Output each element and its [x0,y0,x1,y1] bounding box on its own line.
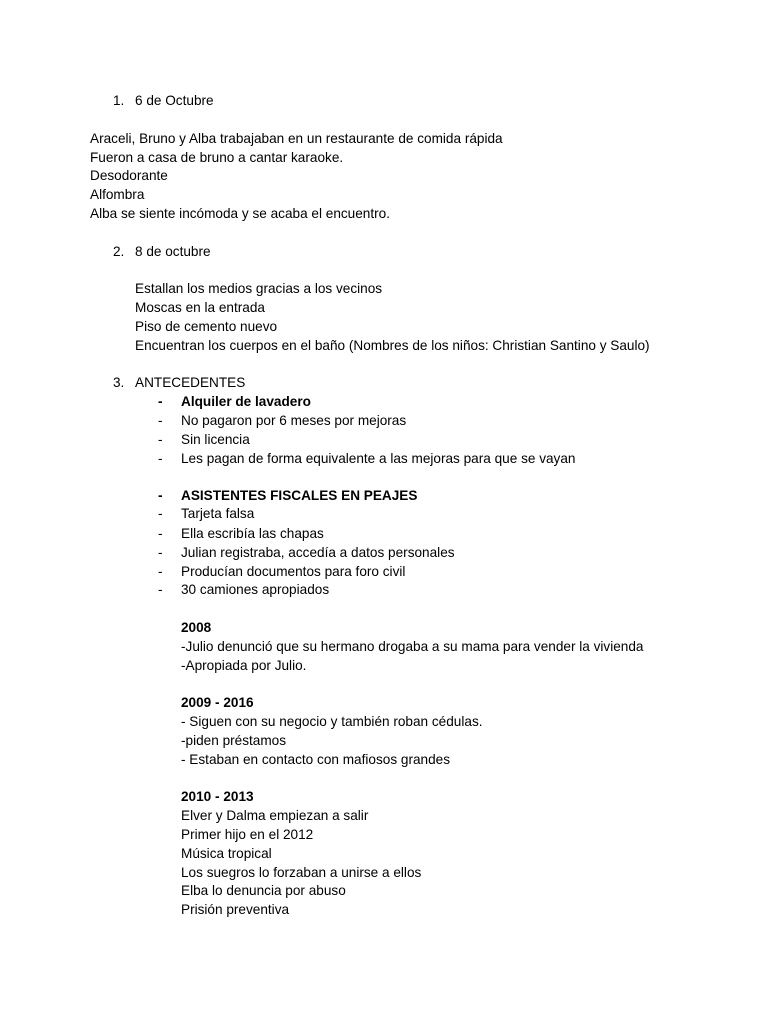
text-line: -Julio denunció que su hermano drogaba a su mama para vender la vivienda [181,639,644,654]
list-dash: - [158,394,163,409]
list-title: Alquiler de lavadero [181,394,311,409]
section-number: 3. [113,375,125,390]
section-heading: 6 de Octubre [135,93,214,108]
text-line: Primer hijo en el 2012 [181,827,314,842]
list-item: No pagaron por 6 meses por mejoras [181,413,407,428]
text-line: Moscas en la entrada [135,300,265,315]
list-dash: - [158,526,163,541]
text-line: Fueron a casa de bruno a cantar karaoke. [90,150,344,165]
section-heading: 8 de octubre [135,244,211,259]
list-item: Ella escribía las chapas [181,526,324,541]
list-item: Producían documentos para foro civil [181,564,406,579]
text-line: Encuentran los cuerpos en el baño (Nombres de los niños: Christian Santino y Saulo) [135,338,650,353]
period-year: 2009 - 2016 [181,695,254,710]
text-line: Araceli, Bruno y Alba trabajaban en un restaurante de comida rápida [90,131,503,146]
list-title: ASISTENTES FISCALES EN PEAJES [181,488,418,503]
list-item: Julian registraba, accedía a datos personales [181,545,455,560]
text-line: - Siguen con su negocio y también roban cédulas. [181,714,483,729]
list-item: 30 camiones apropiados [181,582,330,597]
text-line: - Estaban en contacto con mafiosos grandes [181,752,451,767]
text-line: -Apropiada por Julio. [181,658,307,673]
text-line: Alfombra [90,187,145,202]
text-line: Desodorante [90,168,168,183]
text-line: -piden préstamos [181,733,287,748]
period-year: 2010 - 2013 [181,789,254,804]
list-dash: - [158,545,163,560]
list-dash: - [158,506,163,521]
text-line: Elver y Dalma empiezan a salir [181,808,369,823]
list-dash: - [158,488,163,503]
section-number: 1. [113,93,125,108]
period-year: 2008 [181,620,212,635]
list-dash: - [158,432,163,447]
text-line: Prisión preventiva [181,902,290,917]
text-line: Música tropical [181,846,272,861]
text-line: Los suegros lo forzaban a unirse a ellos [181,865,422,880]
list-dash: - [158,451,163,466]
list-item: Tarjeta falsa [181,506,255,521]
list-dash: - [158,413,163,428]
text-line: Estallan los medios gracias a los vecinos [135,281,383,296]
section-heading: ANTECEDENTES [135,375,246,390]
list-dash: - [158,564,163,579]
list-item: Sin licencia [181,432,250,447]
list-dash: - [158,582,163,597]
text-line: Alba se siente incómoda y se acaba el encuentro. [90,206,391,221]
section-number: 2. [113,244,125,259]
text-line: Elba lo denuncia por abuso [181,883,346,898]
text-line: Piso de cemento nuevo [135,319,278,334]
list-item: Les pagan de forma equivalente a las mejoras para que se vayan [181,451,576,466]
